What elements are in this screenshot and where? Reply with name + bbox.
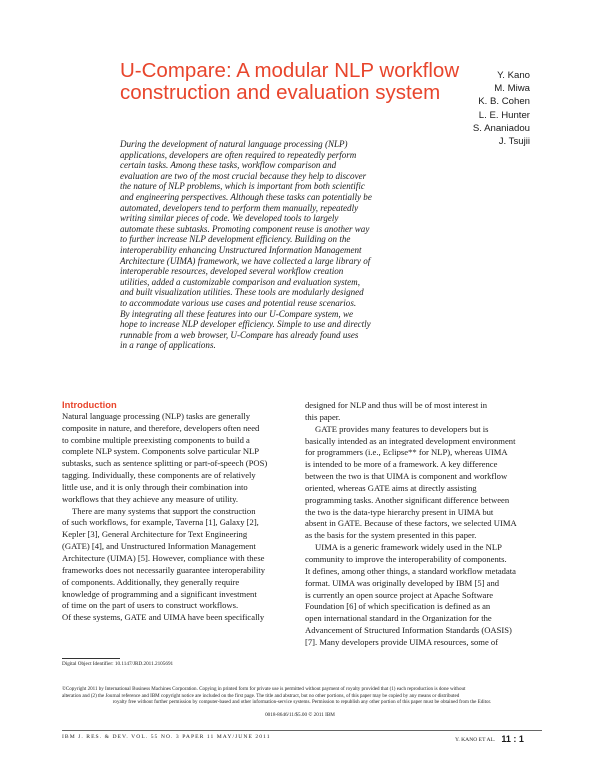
body-line: oriented, whereas GATE aims at directly assisting <box>305 482 477 493</box>
body-line: community to improve the interoperability of components. <box>305 553 507 564</box>
author-name: L. E. Hunter <box>478 109 530 121</box>
body-line: Foundation [6] of which specification is defined as an <box>305 601 491 612</box>
body-column-right <box>305 400 541 649</box>
body-line: basically intended as an integrated development environment <box>305 435 516 446</box>
body-line: little use, and it is only through their combination into <box>62 481 248 492</box>
body-line: for programmers (i.e., Eclipse** for NLP), whereas UIMA <box>305 447 508 458</box>
body-line: UIMA is a generic framework widely used in the NLP <box>315 542 502 553</box>
body-line: subtasks, such as sentence splitting or part-of-speech (POS) <box>62 458 268 469</box>
body-line: the two is the data-type hierarchy present in UIMA but <box>305 506 494 517</box>
body-line: Advancement of Structured Information Standards (OASIS) <box>305 625 512 636</box>
abstract-line: During the development of natural language processing (NLP) <box>120 139 348 149</box>
running-author: Y. KANO ET AL. <box>455 737 496 743</box>
body-line: frameworks does not necessarily guarantee interoperability <box>62 564 266 575</box>
body-line: complete NLP system. Components solve particular NLP <box>62 446 260 457</box>
body-line: Natural language processing (NLP) tasks are generally <box>62 410 251 421</box>
body-line: of components. Additionally, they generally require <box>62 576 240 587</box>
body-line: composite in nature, and therefore, developers often need <box>62 422 260 433</box>
abstract-line: evaluation are two of the most crucial because they help to discover <box>120 170 367 181</box>
abstract-line: automated, developers tend to perform them manually, repeatedly <box>120 202 359 213</box>
body-line: Kepler [3], General Architecture for Text Engineering <box>62 529 248 540</box>
body-line: designed for NLP and thus will be of most interest in <box>305 400 488 410</box>
abstract-line: the nature of NLP problems, which is important from both scientific <box>120 181 365 192</box>
body-line: this paper. <box>305 411 341 422</box>
body-line: There are many systems that support the construction <box>72 505 256 516</box>
running-footer <box>455 734 524 744</box>
author-name: M. Miwa <box>494 83 530 95</box>
footnote-rule <box>62 658 120 659</box>
body-line: to combine multiple preexisting components to build a <box>62 434 250 445</box>
body-line: as the basis for the system presented in this paper. <box>305 530 477 541</box>
copyright-line: ©Copyright 2011 by International Business Machines Corporation. Copying in printed form for private use is permitted without payment of royalty provided that (1) each reproduction is done without <box>62 686 466 692</box>
abstract-line: runnable from a web browser, U-Compare has already found uses <box>120 329 359 340</box>
abstract-line: hope to increase NLP developer efficiency. Simple to use and directly <box>120 319 371 330</box>
body-line: It defines, among other things, a standard workflow metadata <box>305 565 516 576</box>
abstract-line: and engineering perspectives. Although these tasks can potentially be <box>120 191 372 202</box>
abstract-line: interoperable resources, developed several workflow creation <box>120 266 344 277</box>
page-number: 11 : 1 <box>501 734 524 744</box>
section-heading: Introduction <box>62 399 117 410</box>
author-name: K. B. Cohen <box>478 96 530 108</box>
abstract-line: interoperability enhancing Unstructured Information Management <box>120 244 362 255</box>
abstract-line: to further increase NLP development efficiency. Building on the <box>120 234 351 245</box>
body-line: is currently an open source project at Apache Software <box>305 589 494 600</box>
body-line: knowledge of programming and a significant investment <box>62 588 257 599</box>
body-line: of such workflows, for example, Taverna [1], Galaxy [2], <box>62 517 259 528</box>
author-name: Y. Kano <box>497 70 530 81</box>
doi-footnote: Digital Object Identifier: 10.1147/JRD.2011.2105691 <box>62 661 174 667</box>
body-line: Architecture (UIMA) [5]. However, compliance with these <box>62 552 265 563</box>
body-line: absent in GATE. Because of these factors, we selected UIMA <box>305 518 517 529</box>
journal-citation: IBM J. RES. & DEV. VOL. 55 NO. 3 PAPER 11 MAY/JUNE 2011 <box>62 734 271 740</box>
body-line: of time on the part of users to construct workflows. <box>62 600 239 611</box>
body-line: is intended to be more of a framework. A key difference <box>305 459 498 470</box>
abstract <box>120 139 440 351</box>
body-line: format. UIMA was originally developed by IBM [5] and <box>305 577 500 588</box>
body-line: [7]. Many developers provide UIMA resources, some of <box>305 636 499 647</box>
abstract-line: utilities, added a customizable comparison and evaluation system, <box>120 276 360 287</box>
abstract-line: automate these subtasks. Promoting component reuse is another way <box>120 223 370 234</box>
footer-rule <box>62 730 542 731</box>
abstract-line: writing similar pieces of code. We developed tools to largely <box>120 213 339 224</box>
body-line: Of these systems, GATE and UIMA have been specifically <box>62 612 265 623</box>
body-line: programming tasks. Another significant difference between <box>305 494 510 505</box>
abstract-line: By integrating all these features into our U-Compare system, we <box>120 308 354 319</box>
copyright-line: alteration and (2) the Journal reference and IBM copyright notice are included on the first page. The title and abstract, but no other portions, of this paper may be copied by any means or distributed <box>62 692 460 699</box>
abstract-line: certain tasks. Among these tasks, workflow comparison and <box>120 160 337 171</box>
body-column-left <box>62 399 294 624</box>
abstract-line: applications, developers are often required to repeatedly perform <box>120 149 357 160</box>
author-name: S. Ananiadou <box>472 122 530 134</box>
body-line: workflows that they achieve any measure of utility. <box>62 493 239 504</box>
issn-line: 0018-8646/11/$5.00 © 2011 IBM <box>265 712 335 718</box>
copyright-line: royalty free without further permission by computer-based and other information-service systems. Permission to republish any other portion of this paper must be obtained from the Editor. <box>112 699 492 706</box>
author-name: J. Tsujii <box>498 136 530 148</box>
body-line: GATE provides many features to developers but is <box>315 423 489 434</box>
body-line: (GATE) [4], and Unstructured Information Management <box>62 541 256 552</box>
copyright-notice <box>62 686 542 706</box>
author-list <box>400 69 530 148</box>
abstract-line: and built visualization utilities. These tools are modularly designed <box>120 287 364 298</box>
abstract-line: in a range of applications. <box>120 340 216 351</box>
paper-title: U-Compare: A modular NLP workflow construction and evaluation system <box>120 59 460 104</box>
body-line: tagging. Individually, these components are of relatively <box>62 470 256 481</box>
abstract-line: to accommodate various use cases and potential reuse scenarios. <box>120 297 357 308</box>
body-line: open international standard in the Organization for the <box>305 613 492 624</box>
body-line: between the two is that UIMA is component and workflow <box>305 471 508 482</box>
abstract-line: Architecture (UIMA) framework, we have collected a large library of <box>120 255 371 266</box>
